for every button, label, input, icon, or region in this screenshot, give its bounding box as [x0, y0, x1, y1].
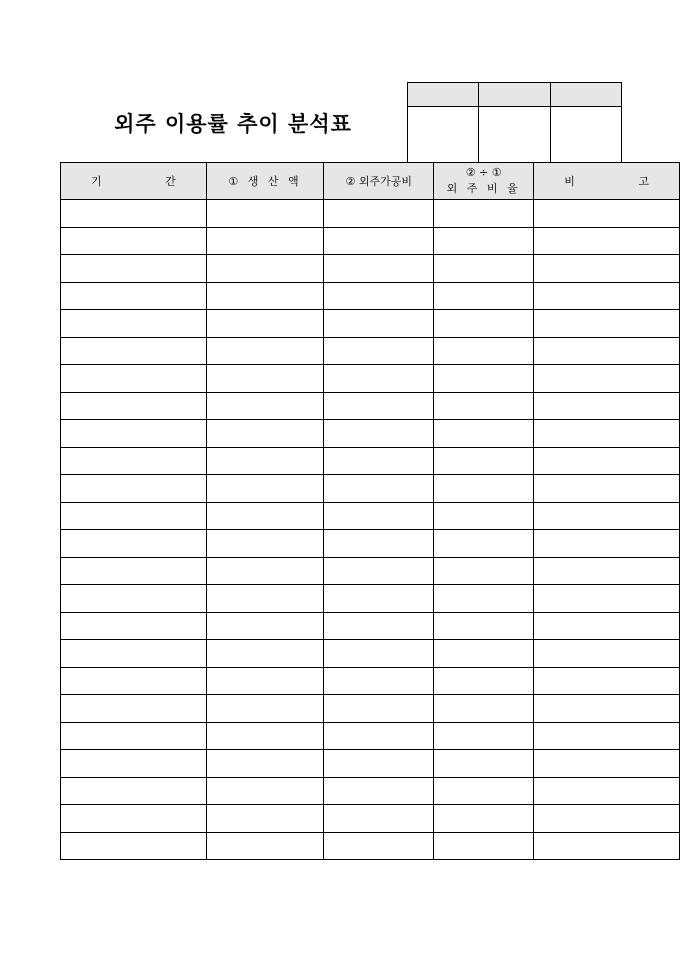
outsourcing-cost-cell[interactable]: [324, 530, 434, 558]
production-cell[interactable]: [206, 722, 324, 750]
production-cell[interactable]: [206, 530, 324, 558]
ratio-cell[interactable]: [434, 282, 534, 310]
remarks-cell[interactable]: [534, 447, 680, 475]
production-cell[interactable]: [206, 750, 324, 778]
production-cell[interactable]: [206, 282, 324, 310]
outsourcing-cost-cell[interactable]: [324, 502, 434, 530]
outsourcing-cost-cell[interactable]: [324, 200, 434, 228]
period-cell[interactable]: [61, 612, 207, 640]
outsourcing-cost-cell[interactable]: [324, 310, 434, 338]
ratio-formula: ② ÷ ①: [465, 166, 502, 179]
table-row: [61, 310, 680, 338]
header-production: ① 생 산 액: [206, 163, 324, 200]
approval-sign-cell-3[interactable]: [551, 107, 622, 164]
production-cell[interactable]: [206, 557, 324, 585]
remarks-cell[interactable]: [534, 282, 680, 310]
table-row: [61, 365, 680, 393]
ratio-cell[interactable]: [434, 612, 534, 640]
outsourcing-cost-cell[interactable]: [324, 722, 434, 750]
period-cell[interactable]: [61, 832, 207, 860]
header-outsourcing-cost: ② 외주가공비: [324, 163, 434, 200]
remarks-cell[interactable]: [534, 640, 680, 668]
remarks-cell[interactable]: [534, 805, 680, 833]
period-cell[interactable]: [61, 420, 207, 448]
period-cell[interactable]: [61, 750, 207, 778]
production-cell[interactable]: [206, 777, 324, 805]
remarks-cell[interactable]: [534, 475, 680, 503]
remarks-cell[interactable]: [534, 832, 680, 860]
production-cell[interactable]: [206, 502, 324, 530]
remarks-cell[interactable]: [534, 612, 680, 640]
remarks-cell[interactable]: [534, 557, 680, 585]
remarks-cell[interactable]: [534, 365, 680, 393]
outsourcing-cost-cell[interactable]: [324, 557, 434, 585]
production-cell[interactable]: [206, 695, 324, 723]
table-row: [61, 502, 680, 530]
outsourcing-cost-cell[interactable]: [324, 392, 434, 420]
approval-header-cell-1: [408, 83, 479, 107]
table-header-row: [61, 163, 680, 200]
outsourcing-cost-cell[interactable]: [324, 612, 434, 640]
ratio-cell[interactable]: [434, 365, 534, 393]
remarks-cell[interactable]: [534, 722, 680, 750]
table-row: [61, 420, 680, 448]
period-cell[interactable]: [61, 805, 207, 833]
remarks-cell[interactable]: [534, 695, 680, 723]
remarks-cell[interactable]: [534, 392, 680, 420]
table-body: [61, 200, 680, 860]
table-row: [61, 200, 680, 228]
ratio-cell[interactable]: [434, 310, 534, 338]
ratio-cell[interactable]: [434, 722, 534, 750]
outsourcing-cost-cell[interactable]: [324, 420, 434, 448]
ratio-cell[interactable]: [434, 530, 534, 558]
table-row: [61, 530, 680, 558]
production-cell[interactable]: [206, 392, 324, 420]
header-outsourcing-ratio: [434, 163, 534, 200]
period-cell[interactable]: [61, 200, 207, 228]
period-cell[interactable]: [61, 337, 207, 365]
remarks-cell[interactable]: [534, 502, 680, 530]
period-cell[interactable]: [61, 475, 207, 503]
outsourcing-cost-cell[interactable]: [324, 777, 434, 805]
period-cell[interactable]: [61, 530, 207, 558]
remarks-cell[interactable]: [534, 777, 680, 805]
remarks-cell[interactable]: [534, 667, 680, 695]
period-cell[interactable]: [61, 695, 207, 723]
ratio-cell[interactable]: [434, 447, 534, 475]
approval-header-cell-2: [479, 83, 551, 107]
ratio-cell[interactable]: [434, 227, 534, 255]
production-cell[interactable]: [206, 255, 324, 283]
ratio-cell[interactable]: [434, 475, 534, 503]
table-row: [61, 557, 680, 585]
production-cell[interactable]: [206, 227, 324, 255]
remarks-cell[interactable]: [534, 227, 680, 255]
outsourcing-cost-cell[interactable]: [324, 255, 434, 283]
production-cell[interactable]: [206, 310, 324, 338]
header-period: 기 간: [61, 163, 207, 200]
table-row: [61, 750, 680, 778]
period-cell[interactable]: [61, 722, 207, 750]
outsourcing-cost-cell[interactable]: [324, 475, 434, 503]
table-row: [61, 585, 680, 613]
table-row: [61, 447, 680, 475]
production-cell[interactable]: [206, 447, 324, 475]
period-cell[interactable]: [61, 585, 207, 613]
outsourcing-cost-cell[interactable]: [324, 832, 434, 860]
period-cell[interactable]: [61, 392, 207, 420]
remarks-cell[interactable]: [534, 255, 680, 283]
production-cell[interactable]: [206, 832, 324, 860]
period-cell[interactable]: [61, 557, 207, 585]
period-cell[interactable]: [61, 502, 207, 530]
table-row: [61, 475, 680, 503]
production-cell[interactable]: [206, 805, 324, 833]
period-cell[interactable]: [61, 640, 207, 668]
ratio-cell[interactable]: [434, 750, 534, 778]
outsourcing-cost-cell[interactable]: [324, 282, 434, 310]
table-row: [61, 805, 680, 833]
period-cell[interactable]: [61, 777, 207, 805]
approval-header-cell-3: [551, 83, 622, 107]
header-remarks: 비 고: [534, 163, 680, 200]
table-row: [61, 282, 680, 310]
production-cell[interactable]: [206, 585, 324, 613]
table-row: [61, 640, 680, 668]
ratio-cell[interactable]: [434, 805, 534, 833]
ratio-cell[interactable]: [434, 695, 534, 723]
ratio-cell[interactable]: [434, 392, 534, 420]
production-cell[interactable]: [206, 200, 324, 228]
table-row: [61, 832, 680, 860]
production-cell[interactable]: [206, 365, 324, 393]
production-cell[interactable]: [206, 640, 324, 668]
ratio-cell[interactable]: [434, 777, 534, 805]
outsourcing-cost-cell[interactable]: [324, 640, 434, 668]
table-row: [61, 777, 680, 805]
production-cell[interactable]: [206, 667, 324, 695]
page-title: 외주 이용률 추이 분석표: [114, 111, 352, 136]
ratio-cell[interactable]: [434, 557, 534, 585]
ratio-cell[interactable]: [434, 585, 534, 613]
period-cell[interactable]: [61, 282, 207, 310]
outsourcing-cost-cell[interactable]: [324, 750, 434, 778]
table-row: [61, 667, 680, 695]
period-cell[interactable]: [61, 365, 207, 393]
outsourcing-cost-cell[interactable]: [324, 447, 434, 475]
ratio-label: 외 주 비 율: [446, 182, 521, 195]
table-row: [61, 695, 680, 723]
approval-sign-cell-1[interactable]: [408, 107, 479, 164]
table-row: [61, 255, 680, 283]
period-cell[interactable]: [61, 447, 207, 475]
ratio-cell[interactable]: [434, 832, 534, 860]
approval-sign-cell-2[interactable]: [479, 107, 551, 164]
ratio-cell[interactable]: [434, 667, 534, 695]
table-row: [61, 722, 680, 750]
outsourcing-cost-cell[interactable]: [324, 585, 434, 613]
period-cell[interactable]: [61, 667, 207, 695]
remarks-cell[interactable]: [534, 530, 680, 558]
ratio-cell[interactable]: [434, 255, 534, 283]
analysis-table: [60, 162, 680, 860]
production-cell[interactable]: [206, 612, 324, 640]
outsourcing-cost-cell[interactable]: [324, 695, 434, 723]
table-row: [61, 392, 680, 420]
outsourcing-cost-cell[interactable]: [324, 337, 434, 365]
remarks-cell[interactable]: [534, 585, 680, 613]
outsourcing-cost-cell[interactable]: [324, 227, 434, 255]
ratio-cell[interactable]: [434, 200, 534, 228]
remarks-cell[interactable]: [534, 200, 680, 228]
remarks-cell[interactable]: [534, 337, 680, 365]
production-cell[interactable]: [206, 475, 324, 503]
ratio-cell[interactable]: [434, 337, 534, 365]
outsourcing-cost-cell[interactable]: [324, 667, 434, 695]
table-row: [61, 612, 680, 640]
remarks-cell[interactable]: [534, 750, 680, 778]
period-cell[interactable]: [61, 255, 207, 283]
ratio-cell[interactable]: [434, 420, 534, 448]
ratio-cell[interactable]: [434, 640, 534, 668]
outsourcing-cost-cell[interactable]: [324, 805, 434, 833]
production-cell[interactable]: [206, 337, 324, 365]
period-cell[interactable]: [61, 227, 207, 255]
outsourcing-cost-cell[interactable]: [324, 365, 434, 393]
production-cell[interactable]: [206, 420, 324, 448]
approval-box: [407, 82, 622, 164]
table-row: [61, 337, 680, 365]
period-cell[interactable]: [61, 310, 207, 338]
remarks-cell[interactable]: [534, 310, 680, 338]
remarks-cell[interactable]: [534, 420, 680, 448]
ratio-cell[interactable]: [434, 502, 534, 530]
table-row: [61, 227, 680, 255]
